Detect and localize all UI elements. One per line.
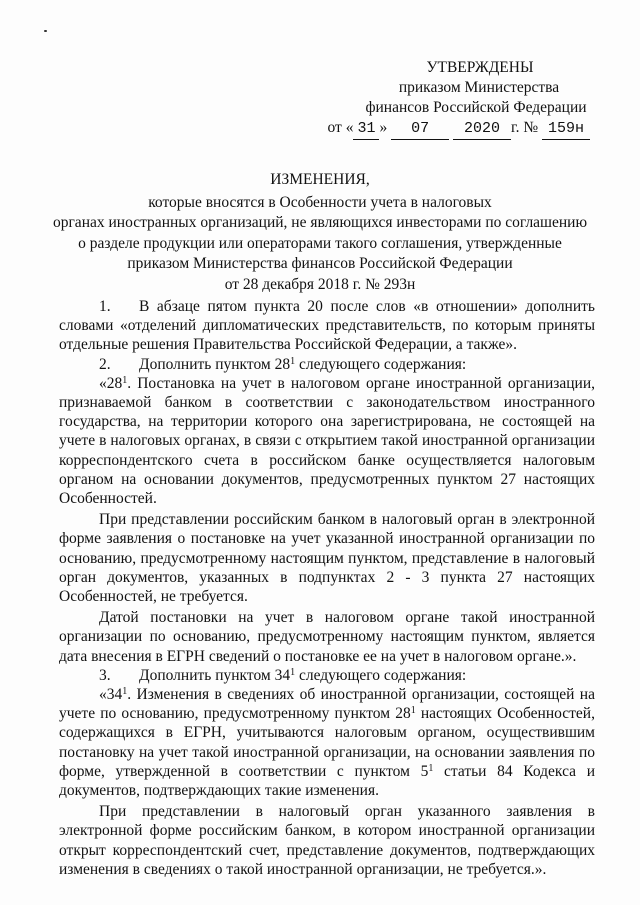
paragraph-34-1-text-b: настоящих Особенностей, содержащихся в ЕГРН, учитываются налоговым органом, осуществившим постановку на учет такой иностранной организации, на основании заявления по форме, утвержденной в соответствии с пунктом 5 bbox=[59, 705, 595, 780]
date-from-label: от « bbox=[327, 119, 354, 136]
item-2 bbox=[59, 355, 595, 374]
date-day: 31 bbox=[353, 119, 379, 140]
paragraph-28-1-superscript: 1 bbox=[122, 374, 128, 386]
paragraph-34-1 bbox=[59, 685, 595, 800]
item-3 bbox=[59, 666, 595, 685]
heading-line-5: от 28 декабря 2018 г. № 293н bbox=[224, 275, 416, 293]
paragraph-34-1-label: «34 bbox=[99, 686, 123, 704]
scan-speck bbox=[44, 30, 47, 32]
approval-line-finance: финансов Российской Федерации bbox=[365, 99, 587, 116]
heading-line-1: которые вносятся в Особенности учета в налоговых bbox=[148, 193, 492, 211]
paragraph-28-1-label: «28 bbox=[99, 374, 123, 392]
paragraph-34-1-superscript: 1 bbox=[122, 686, 128, 698]
document-heading bbox=[40, 170, 600, 295]
heading-line-3: о разделе продукции или операторами такого соглашения, утвержденные bbox=[78, 234, 562, 252]
approval-date-line bbox=[320, 118, 590, 140]
paragraph-34-1-text-a: . Изменения в сведениях об иностранной организации, состоящей на учете по основанию, предусмотренному пунктом 28 bbox=[59, 686, 595, 723]
item-1-text: В абзаце пятом пункта 20 после слов «в отношении» дополнить словами «отделений дипломатических представительств, по которым приняты отдельные решения Правительства Российской Федерации, а также». bbox=[59, 298, 595, 354]
paragraph-34-1-text-c: статьи 84 Кодекса и документов, подтверждающих такие изменения. bbox=[59, 762, 595, 800]
date-month: 07 bbox=[391, 119, 449, 140]
item-2-text: Дополнить пунктом 28 bbox=[139, 355, 291, 373]
approval-stamp-block bbox=[320, 58, 590, 140]
item-3-superscript: 1 bbox=[290, 666, 296, 678]
item-3-number: 3. bbox=[99, 666, 111, 684]
paragraph-28-1-text: . Постановка на учет в налоговом органе иностранной организации, признаваемой банком в соответствии с законодательством иностранного государства, на территории которого она зарегистрирована, не состоящей на учете в налоговых органах, в связи с открытием такой иностранной организации корреспондентского счета в российском банке осуществляется налоговым органом на основании документов, предусмотренных пунктом 27 настоящих Особенностей. bbox=[59, 374, 595, 508]
paragraph-34-1-part-2: При представлении в налоговый орган указанного заявления в электронной форме российским банком, в котором иностранной организации открыт корреспондентский счет, представление документов, подтверждающих изменения в сведениях о такой иностранной организации, не требуется.». bbox=[59, 803, 595, 878]
approval-line-ministry: приказом Министерства bbox=[398, 79, 560, 96]
approval-title: УТВЕРЖДЕНЫ bbox=[426, 59, 534, 76]
item-3-text: Дополнить пунктом 34 bbox=[139, 666, 291, 684]
date-year-suffix: г. № bbox=[510, 119, 539, 136]
paragraph-34-1-article-superscript: 1 bbox=[428, 762, 434, 774]
item-2-number: 2. bbox=[99, 355, 111, 373]
paragraph-28-1 bbox=[59, 374, 595, 508]
order-number: 159н bbox=[542, 119, 590, 140]
date-year: 2020 bbox=[453, 119, 511, 140]
paragraph-28-1-part-3: Датой постановки на учет в налоговом органе такой иностранной организации по основанию, предусмотренному настоящим пунктом, является дата внесения в ЕГРН сведений о постановке ее на учет в налоговом органе.». bbox=[59, 609, 595, 665]
heading-line-4: приказом Министерства финансов Российской Федерации bbox=[127, 255, 513, 272]
paragraph-34-1-ref-superscript: 1 bbox=[410, 705, 416, 717]
paragraph-28-1-part-2: При представлении российским банком в налоговый орган в электронной форме заявления о постановке на учет указанной иностранной организации по основанию, предусмотренному настоящим пунктом, представление в налоговый орган документов, указанных в подпунктах 2 - 3 пункта 27 настоящих Особенностей, не требуется. bbox=[59, 511, 595, 606]
date-close-quote: » bbox=[379, 119, 388, 136]
document-body bbox=[59, 297, 595, 879]
heading-line-2: органах иностранных организаций, не являющихся инвесторами по соглашению bbox=[52, 214, 588, 231]
item-2-superscript: 1 bbox=[290, 355, 296, 367]
item-1 bbox=[59, 297, 595, 355]
item-1-number: 1. bbox=[99, 298, 111, 315]
heading-title: ИЗМЕНЕНИЯ, bbox=[270, 171, 370, 188]
item-3-text-end: следующего содержания: bbox=[295, 666, 467, 684]
item-2-text-end: следующего содержания: bbox=[295, 355, 467, 373]
